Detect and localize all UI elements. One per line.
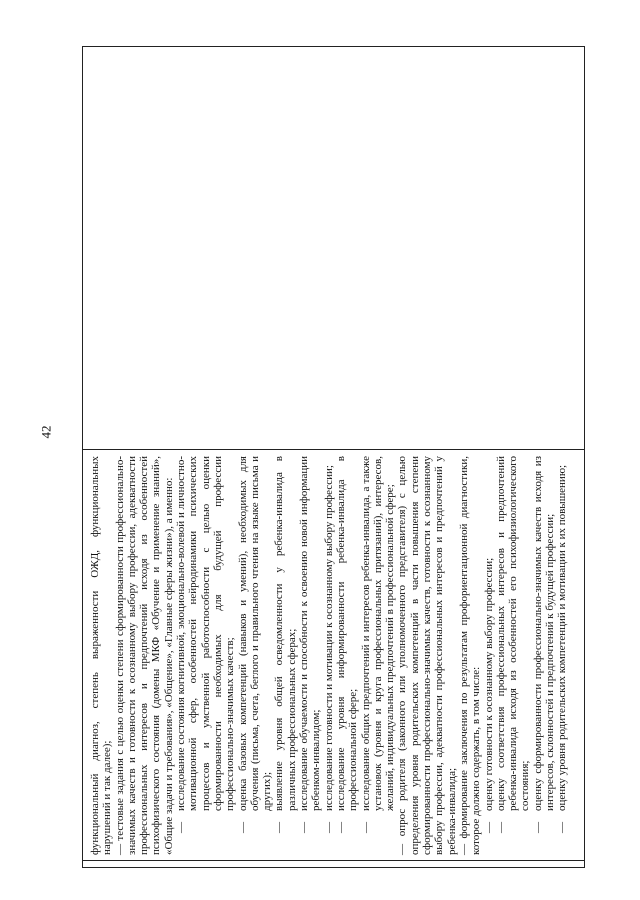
table-content-column [83,449,584,860]
list-item: — исследование общих предпочтений и интересов ребенка-инвалида, а также установок (уровня и круга профессиональных притязаний), интересов, желаний, индивидуальных предпочтений в профессиональной сфере; [359,456,397,833]
list-item: — исследование состояния когнитивной, эмоционально-волевой и личностно-мотивационной сфер, особенностей нейродинамики психических процессов и умственной работоспособности с целью оценки сформированности необходимых для будущей профессии профессионально-значимых качеств; [175,456,237,833]
rotated-page [82,46,585,868]
list-item: — оценку сформированности профессионально-значимых качеств исходя из интересов, склонностей и предпочтений к будущей профессии; [531,456,556,833]
document-table [82,46,585,868]
list-item: — оценку соответствия профессиональных интересов и предпочтений ребенка-инвалида исходя из особенностей его психофизиологического состояния; [494,456,532,833]
list-item: — выявление уровня общей осведомленности у ребенка-инвалида в различных профессиональных сферах; [273,456,298,833]
list-item: — оценку уровня родительских компетенций и мотивации к их повышению; [556,464,569,833]
paragraph-test-tasks: — тестовые задания с целью оценки степени сформированности профессионально-значимых качеств и готовности к осознанному выбору профессии, адекватности профессиональных интересов и предпочтений исходя из особенностей психофизического состояния (домены МКФ «Обучение и применение знаний», «Общие задачи и требования», «Общение», «Главные сферы жизни»), а именно: [113,456,175,855]
list-item: — исследование готовности и мотивации к осознанному выбору профессии; [322,465,335,833]
paragraph-conclusion: — формирование заключения по результатам профориентационной диагностики, которое должно содержать, в том числе: [457,456,483,855]
paragraph-parent-survey: — опрос родителя (законного или уполномоченного представителя) с целью определения уровня родительских компетенций в части повышения степени сформированности профессионально-значимых качеств, готовности к осознанному выбору профессии, адекватности профессиональных интересов и предпочтений у ребенка-инвалида; [396,456,458,855]
list-item: — оценка базовых компетенций (навыков и умений), необходимых для обучения (письма, счета, беглого и правильного чтения на языке письма и других); [236,456,274,833]
table-left-column [83,860,584,867]
list-item: — оценку готовности к осознанному выбору профессии; [482,557,495,833]
intro-text: функциональный диагноз, степень выраженности ОЖД, функциональных нарушений и так далее); [89,456,114,855]
page-number: 42 [38,425,54,439]
list-item: — исследование обучаемости и способности к освоению новой информации ребенком-инвалидом; [298,456,323,833]
list-item: — исследование уровня информированности ребенка-инвалида в профессиональной сфере; [334,456,360,833]
table-blank-column [83,47,584,449]
